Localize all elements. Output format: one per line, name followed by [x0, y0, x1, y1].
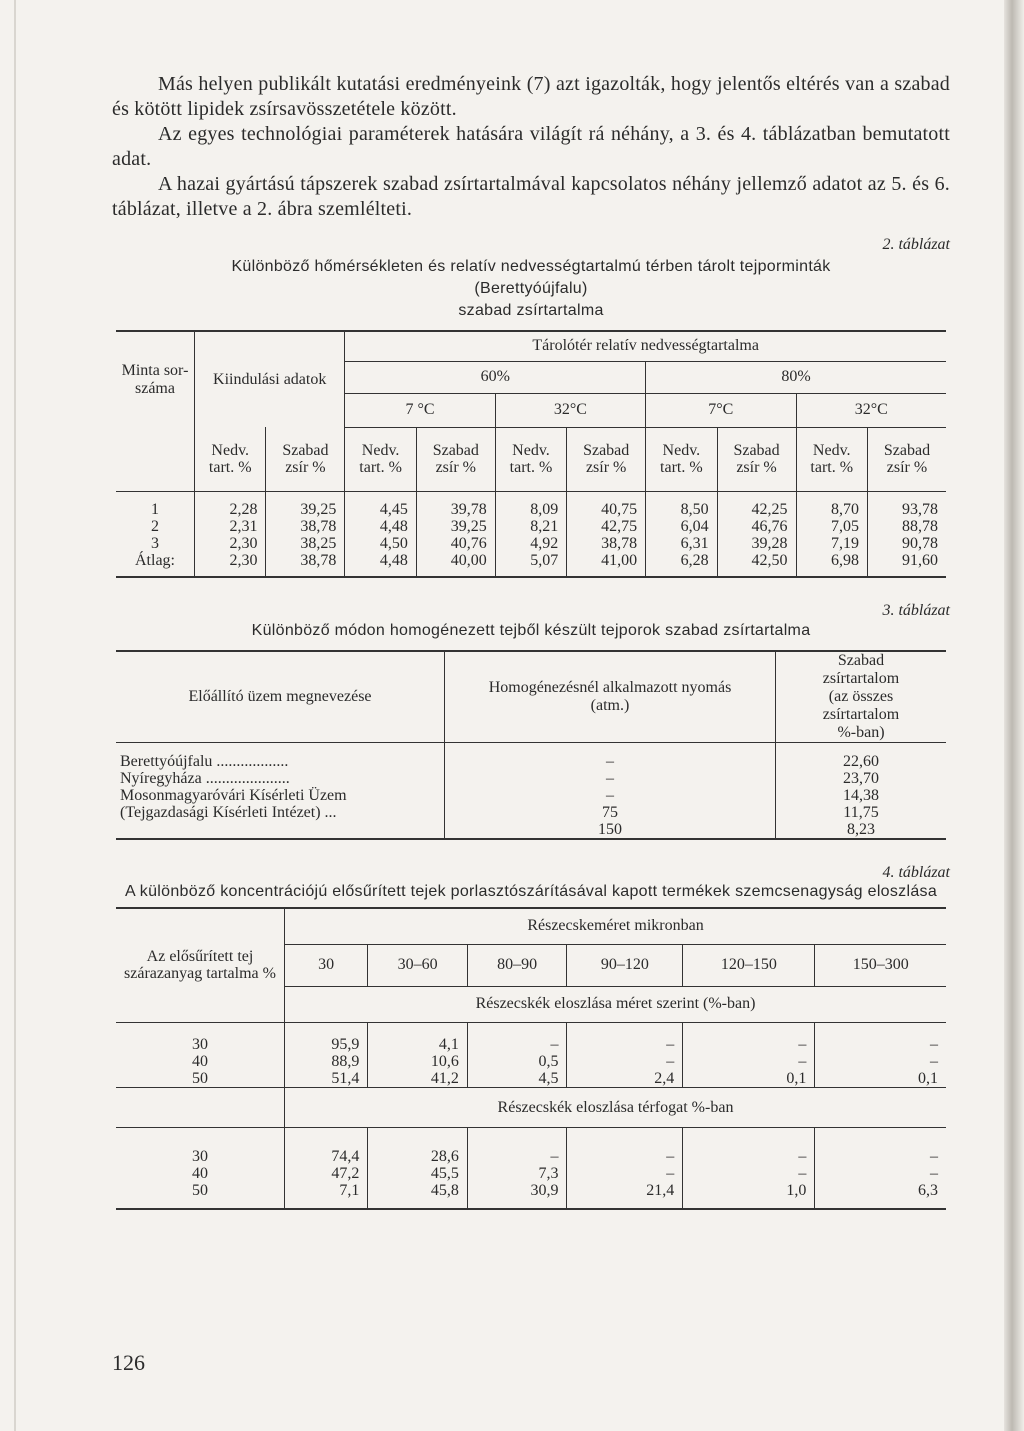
table3-pressures — [445, 743, 776, 840]
table3-label: 3. táblázat — [882, 602, 950, 619]
table2-header-32c-a: 32°C — [495, 393, 645, 427]
table2-title-line3: szabad zsírtartalma — [458, 302, 604, 319]
list-item: Mosonmagyaróvári Kísérleti Üzem — [120, 787, 347, 804]
table2-header-moist: Nedv. tart. % — [646, 427, 717, 491]
page-content — [112, 72, 950, 1210]
table3-plants — [116, 743, 445, 840]
table-row: 50 7,1 45,8 30,9 21,4 1,0 6,3 — [116, 1182, 946, 1199]
table2-header-80: 80% — [646, 361, 946, 393]
table2-header-storage: Tárolótér relatív nedvességtartalma — [345, 331, 946, 361]
table2-header-fat: Szabad zsír % — [416, 427, 495, 491]
list-item: 11,75 — [843, 804, 879, 821]
table-row: 1 2,28 39,25 4,45 39,78 8,09 40,75 8,50 42,25 8,70 93,78 — [116, 501, 946, 518]
table2-header-7c-b: 7°C — [646, 393, 796, 427]
list-item: 22,60 — [843, 753, 879, 770]
table2-header-spacer — [116, 427, 195, 491]
list-item: 23,70 — [843, 770, 879, 787]
table3-fats — [776, 743, 947, 840]
table4 — [116, 907, 946, 1210]
list-item: Nyíregyháza ..................... — [120, 770, 290, 787]
table2-header-moist: Nedv. tart. % — [796, 427, 867, 491]
table2-header-7c-a: 7 °C — [345, 393, 495, 427]
table2-header-moist: Nedv. tart. % — [345, 427, 416, 491]
table2-header-fat: Szabad zsír % — [567, 427, 646, 491]
list-item: 8,23 — [847, 821, 875, 838]
list-item: – — [606, 770, 614, 787]
table2-header-fat: Szabad zsír % — [266, 427, 345, 491]
list-item: (Tejgazdasági Kísérleti Intézet) ... — [120, 804, 337, 821]
table3-header-plant: Előállító üzem megnevezése — [188, 688, 372, 705]
table4-header-size: Részecskeméret mikronban — [285, 908, 947, 944]
table2-body — [116, 491, 946, 577]
list-item: – — [606, 753, 614, 770]
table2-header-moist: Nedv. tart. % — [495, 427, 566, 491]
table4-header-size-6: 150–300 — [815, 944, 946, 986]
list-item: 150 — [598, 821, 622, 838]
table4-header-size-2: 30–60 — [368, 944, 468, 986]
table2-header-initial: Kiindulási adatok — [195, 331, 345, 427]
table4-header-size-1: 30 — [285, 944, 368, 986]
table4-header-dry: Az elősűrített tej szárazanyag tartalma % — [124, 948, 276, 983]
table-row: 30 95,9 4,1 – – – – — [116, 1036, 946, 1053]
paragraph-2: Az egyes technológiai paraméterek hatására világít rá néhány, a 3. és 4. táblázatban bemutatott adat. — [112, 123, 950, 170]
table-row: 3 2,30 38,25 4,50 40,76 4,92 38,78 6,31 39,28 7,19 90,78 — [116, 535, 946, 552]
table-row: 30 74,4 28,6 – – – – — [116, 1148, 946, 1165]
table3-title: Különböző módon homogénezett tejből készült tejporok szabad zsírtartalma — [251, 622, 811, 639]
table3-header-fat: Szabad zsírtartalom (az összes zsírtartalom %-ban) — [776, 651, 947, 743]
table4-body-volume — [116, 1128, 946, 1209]
table2 — [116, 330, 946, 578]
table4-header-dist-size: Részecskék eloszlása méret szerint (%-ban) — [285, 986, 947, 1022]
list-item: 14,38 — [843, 787, 879, 804]
list-item: 75 — [602, 804, 618, 821]
table4-spacer — [116, 1088, 285, 1128]
table4-body-size — [116, 1022, 946, 1088]
table-row: 40 88,9 10,6 0,5 – – – — [116, 1053, 946, 1070]
table2-header-fat: Szabad zsír % — [717, 427, 796, 491]
table4-title: A különböző koncentrációjú elősűrített tejek porlasztószárításával kapott termékek szemcsenagyság eloszlása — [124, 883, 938, 900]
table-row: 2 2,31 38,78 4,48 39,25 8,21 42,75 6,04 46,76 7,05 88,78 — [116, 518, 946, 535]
table-row: Átlag: 2,30 38,78 4,48 40,00 5,07 41,00 6,28 42,50 6,98 91,60 — [116, 552, 946, 569]
paragraph-3: A hazai gyártású tápszerek szabad zsírtartalmával kapcsolatos néhány jellemző adatot az 5. és 6. táblázat, illetve a 2. ábra szemlélteti. — [112, 173, 950, 220]
table4-header-dist-volume: Részecskék eloszlása térfogat %-ban — [285, 1088, 947, 1128]
table-row: 40 47,2 45,5 7,3 – – – — [116, 1165, 946, 1182]
table2-header-32c-b: 32°C — [796, 393, 946, 427]
table4-header-size-5: 120–150 — [683, 944, 815, 986]
table4-header-size-3: 80–90 — [467, 944, 567, 986]
table2-label: 2. táblázat — [882, 236, 950, 253]
table2-header-fat: Szabad zsír % — [867, 427, 946, 491]
page-number: 126 — [112, 1350, 145, 1375]
table-row: 50 51,4 41,2 4,5 2,4 0,1 0,1 — [116, 1070, 946, 1088]
table4-label: 4. táblázat — [882, 864, 950, 881]
list-item: – — [606, 787, 614, 804]
table4-header-size-4: 90–120 — [567, 944, 683, 986]
page-edge-right — [1004, 0, 1024, 1431]
table2-header-sample: Minta sor-száma — [121, 361, 189, 397]
table3-header-pressure: Homogénezésnél alkalmazott nyomás (atm.) — [445, 651, 776, 743]
table2-title-line2: (Berettyóújfalu) — [474, 280, 588, 297]
table2-header-60: 60% — [345, 361, 646, 393]
table2-header-moist: Nedv. tart. % — [195, 427, 266, 491]
table3 — [116, 650, 946, 840]
paragraph-1: Más helyen publikált kutatási eredményeink (7) azt igazolták, hogy jelentős eltérés van a szabad és kötött lipidek zsírsavösszetétele között. — [112, 73, 950, 120]
list-item: Berettyóújfalu .................. — [120, 753, 289, 770]
page-edge-left — [14, 0, 16, 1431]
table2-title-line1: Különböző hőmérsékleten és relatív nedvességtartalmú térben tárolt tejporminták — [231, 258, 831, 275]
